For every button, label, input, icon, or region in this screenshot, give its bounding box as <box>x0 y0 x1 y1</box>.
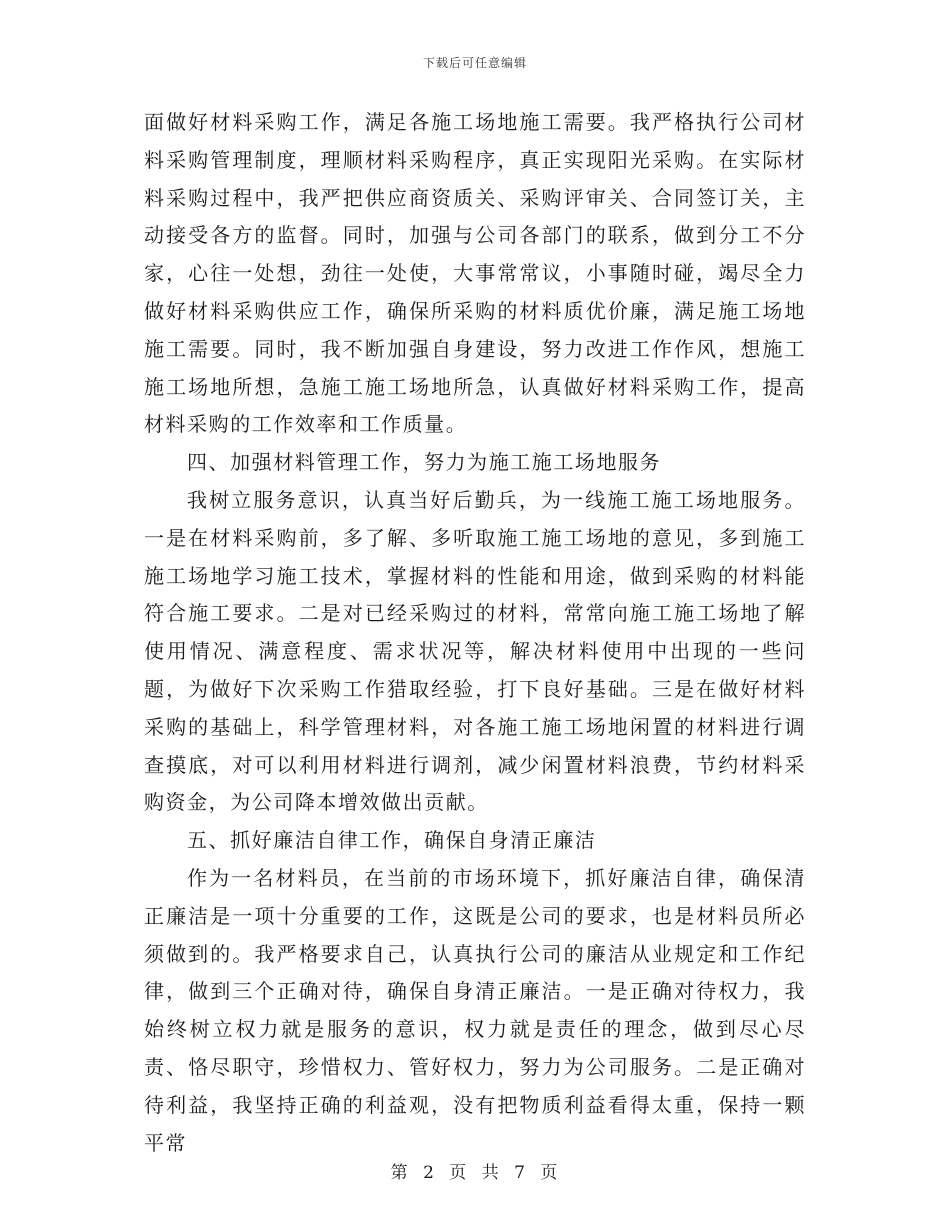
page-number: 第 2 页 共 7 页 <box>390 1163 560 1183</box>
paragraph-continuation: 面做好材料采购工作，满足各施工场地施工需要。我严格执行公司材料采购管理制度，理顺材料采购程序，真正实现阳光采购。在实际材料采购过程中，我严把供应商资质关、采购评审关、合同签订关，主动接受各方的监督。同时，加强与公司各部门的联系，做到分工不分家，心往一处想，劲往一处使，大事常常议，小事随时碰，竭尽全力做好材料采购供应工作，确保所采购的材料质优价廉，满足施工场地施工需要。同时，我不断加强自身建设，努力改进工作作风，想施工施工场地所想，急施工施工场地所急，认真做好材料采购工作，提高材料采购的工作效率和工作质量。 <box>144 110 806 437</box>
section-heading-five: 五、抓好廉洁自律工作，确保自身清正廉洁 <box>187 828 597 853</box>
paragraph-section-four: 我树立服务意识，认真当好后勤兵，为一线施工施工场地服务。一是在材料采购前，多了解、多听取施工施工场地的意见，多到施工施工场地学习施工技术，掌握材料的性能和用途，做到采购的材料能符合施工要求。二是对已经采购过的材料，常常向施工施工场地了解使用情况、满意程度、需求状况等，解决材料使用中出现的一些问题，为做好下次采购工作猎取经验，打下良好基础。三是在做好材料采购的基础上，科学管理材料，对各施工施工场地闲置的材料进行调查摸底，对可以利用材料进行调剂，减少闲置材料浪费，节约材料采购资金，为公司降本增效做出贡献。 <box>144 487 806 815</box>
document-body <box>144 104 806 1162</box>
section-heading-four: 四、加强材料管理工作，努力为施工施工场地服务 <box>187 450 662 475</box>
paragraph-section-five: 作为一名材料员，在当前的市场环境下，抓好廉洁自律，确保清正廉洁是一项十分重要的工作，这既是公司的要求，也是材料员所必须做到的。我严格要求自己，认真执行公司的廉洁从业规定和工作纪律，做到三个正确对待，确保自身清正廉洁。一是正确对待权力，我始终树立权力就是服务的意识，权力就是责任的理念，做到尽心尽责、恪尽职守，珍惜权力、管好权力，努力为公司服务。二是正确对待利益，我坚持正确的利益观，没有把物质利益看得太重，保持一颗平常 <box>144 865 806 1155</box>
header-note: 下载后可任意编辑 <box>422 56 527 70</box>
